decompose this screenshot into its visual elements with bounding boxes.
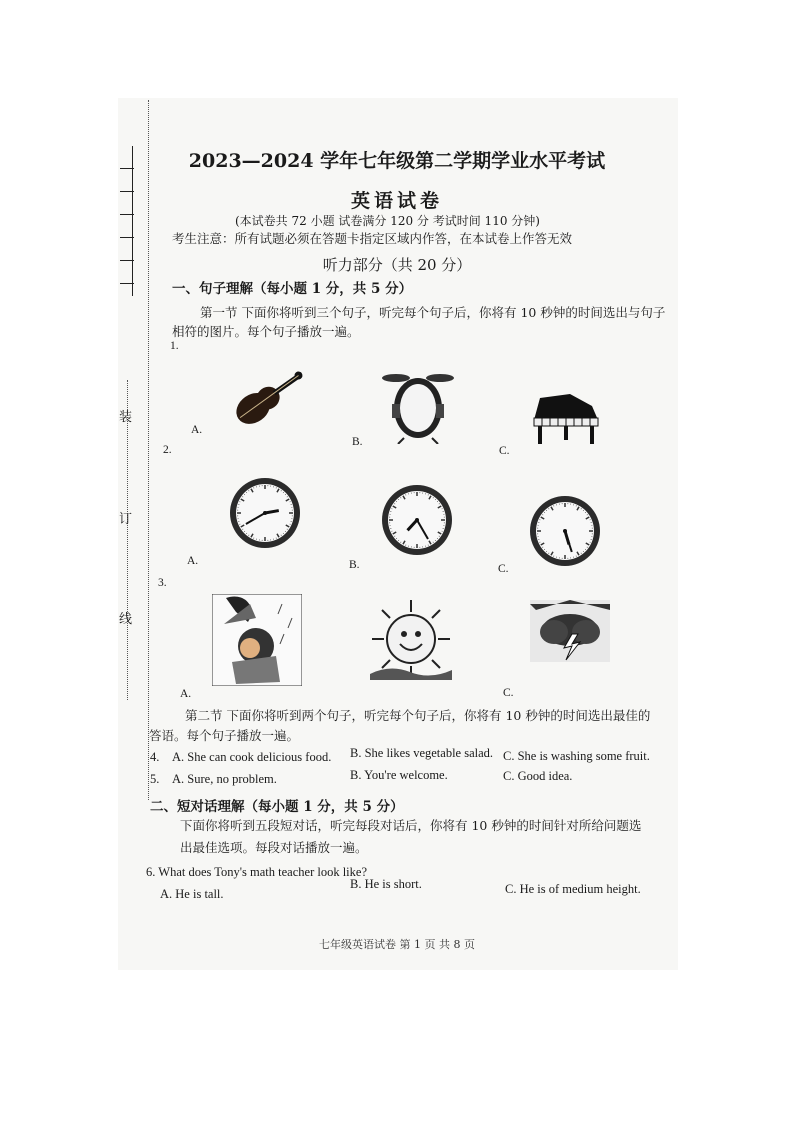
q3-number: 3. [158, 577, 167, 589]
drum-icon [378, 368, 458, 444]
exam-subtitle: 英语试卷 [350, 190, 443, 212]
q4-option-c: C. She is washing some fruit. [503, 749, 650, 763]
page-footer: 七年级英语试卷 第 1 页 共 8 页 [319, 938, 475, 951]
binding-dotted-line-inner [127, 380, 128, 700]
section1-instruction-line2: 相符的图片。每个句子播放一遍。 [172, 324, 360, 339]
q6-option-a: A. He is tall. [160, 887, 224, 901]
section2-instruction-line1: 第二节 下面你将听到两个句子，听完每个句子后，你将有 10 秒钟的时间选出最佳的 [185, 708, 651, 723]
q1-number: 1. [170, 340, 179, 352]
storm-cloud-icon [530, 600, 610, 662]
clock-icon-a [228, 476, 302, 550]
q3-label-c: C. [503, 687, 514, 699]
section2-instruction-line2: 答语。每个句子播放一遍。 [149, 728, 300, 743]
q5-option-c: C. Good idea. [503, 769, 573, 783]
q6-question: 6. What does Tony's math teacher look like? [146, 865, 367, 879]
clock-icon-b [380, 483, 454, 557]
q5-number: 5. [150, 772, 160, 786]
q4-option-b: B. She likes vegetable salad. [350, 746, 494, 760]
binding-char-ding: 订 [119, 512, 133, 527]
q4-option-a: A. She can cook delicious food. [172, 750, 332, 764]
exam-meta: (本试卷共 72 小题 试卷满分 120 分 考试时间 110 分钟) [235, 214, 540, 228]
piano-icon [530, 392, 602, 446]
listening-section-title: 听力部分（共 20 分） [322, 256, 472, 274]
part1-heading: 一、句子理解（每小题 1 分，共 5 分） [172, 281, 413, 297]
section1-instruction-line1: 第一节 下面你将听到三个句子，听完每个句子后，你将有 10 秒钟的时间选出与句子 [200, 305, 666, 320]
q2-label-b: B. [349, 559, 360, 571]
q6-option-c: C. He is of medium height. [505, 882, 641, 896]
q6-option-b: B. He is short. [350, 877, 422, 891]
q5-option-a: A. Sure, no problem. [172, 772, 277, 786]
exam-title: 2023—2024 学年七年级第二学期学业水平考试 [188, 150, 606, 172]
exam-notice: 考生注意：所有试题必须在答题卡指定区域内作答，在本试卷上作答无效 [172, 231, 573, 246]
q2-label-c: C. [498, 563, 509, 575]
q5-option-b: B. You're welcome. [350, 768, 448, 782]
part2-heading: 二、短对话理解（每小题 1 分，共 5 分） [150, 799, 404, 815]
sun-icon [370, 598, 452, 680]
violin-icon [218, 360, 310, 432]
binding-char-zhuang: 装 [119, 410, 133, 425]
rain-kid-icon [212, 594, 302, 686]
q1-label-a: A. [191, 424, 203, 436]
clock-icon-c [528, 494, 602, 568]
q2-label-a: A. [187, 555, 199, 567]
binding-char-xian: 线 [119, 612, 133, 627]
part2-intro-line2: 出最佳选项。每段对话播放一遍。 [180, 840, 368, 855]
q1-label-b: B. [352, 436, 363, 448]
q3-label-a: A. [180, 688, 192, 700]
q2-number: 2. [163, 444, 172, 456]
q1-label-c: C. [499, 445, 510, 457]
part2-intro-line1: 下面你将听到五段短对话，听完每段对话后，你将有 10 秒钟的时间针对所给问题选 [180, 818, 642, 833]
q4-number: 4. [150, 750, 160, 764]
